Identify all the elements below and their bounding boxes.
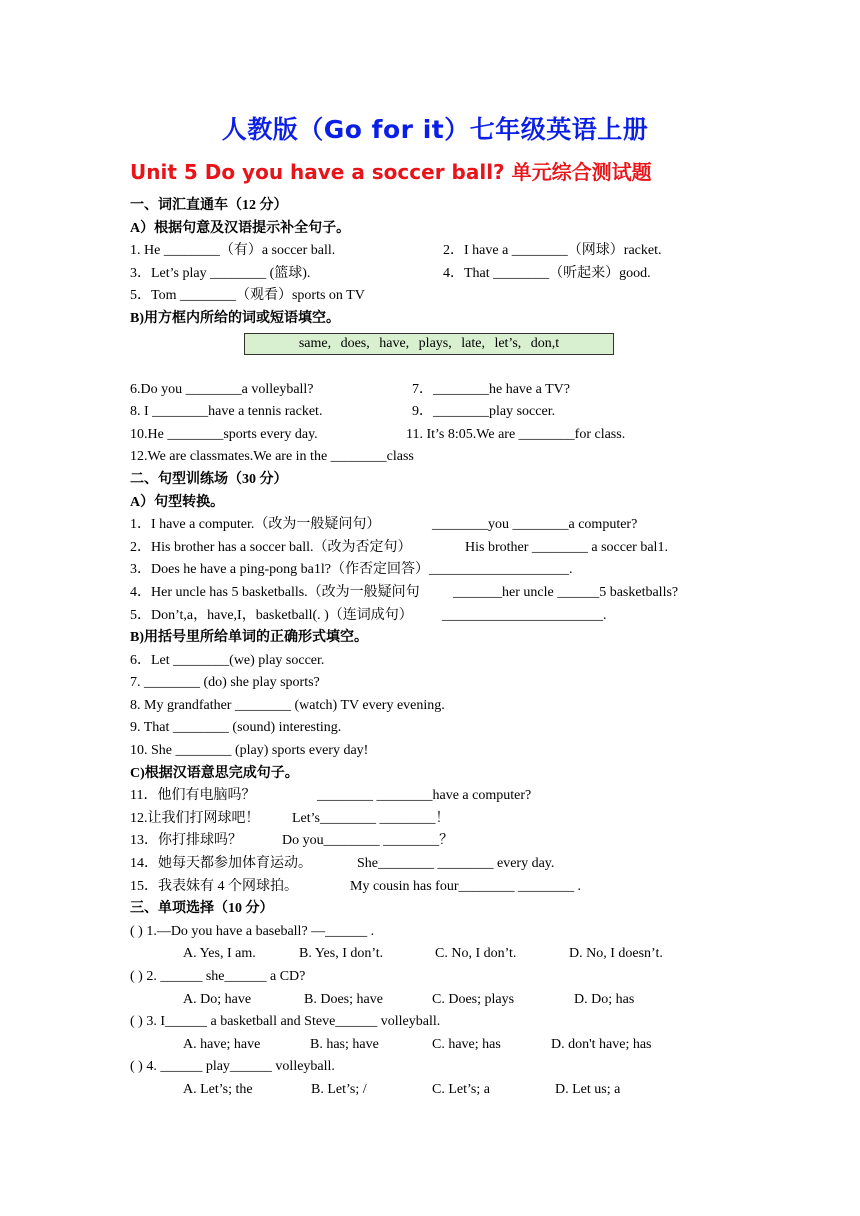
s2-q1-answer: ________you ________a computer? [432,517,638,533]
s1-row-2 [130,263,740,286]
s1-q12: 12.We are classmates.We are in the ________class [130,449,414,465]
s1-q4: 4．That ________（听起来）good. [443,265,651,281]
section3-heading: 三、单项选择（10 分） [130,901,274,917]
s1-row-6 [130,379,740,402]
mc1-option-a: A. Yes, I am. [183,946,256,962]
section2-heading: 二、句型训练场（30 分） [130,471,288,487]
section1-heading: 一、词汇直通车（12 分） [130,198,288,213]
mc-question-4: ( ) 4. ______ play______ volleyball. [130,1059,335,1075]
s2-row-13 [130,830,740,853]
word-box: same, does, have, plays, late, let’s, don,t [244,333,614,355]
mc-options-2 [130,989,740,1012]
page-title: 人教版（Go for it）七年级英语上册 [221,115,649,144]
s2-q2-answer: His brother ________ a soccer bal1. [465,539,668,555]
s2-q4: 4．Her uncle has 5 basketballs.（改为一般疑问句 [130,584,420,600]
section1-a-heading: A）根据句意及汉语提示补全句子。 [130,220,351,236]
s2-row-5 [130,605,740,628]
mc4-option-a: A. Let’s; the [183,1081,253,1097]
mc-options-3 [130,1034,740,1057]
s2-row-2 [130,537,740,560]
mc2-option-a: A. Do; have [183,991,252,1007]
s1-q10: 10.He ________sports every day. [130,426,318,442]
mc4-option-c: C. Let’s; a [432,1081,490,1097]
mc-question-1: ( ) 1.—Do you have a baseball? —______ . [130,923,375,939]
s2-row-4 [130,582,740,605]
s2-q6: 6．Let ________(we) play soccer. [130,652,325,668]
s1-q3: 3．Let’s play ________ (篮球). [130,265,311,281]
section2-c-heading: C)根据汉语意思完成句子。 [130,765,299,781]
s2-q5: 5．Don’t,a，have,I，basketball(. )（连词成句） [130,607,413,623]
s2-q10: 10. She ________ (play) sports every day! [130,743,369,759]
s1-row-8 [130,401,740,424]
mc3-option-c: C. have; has [432,1036,501,1052]
section2-a-heading: A）句型转换。 [130,494,225,510]
s2-q12-answer: Let’s________ ________！ [292,810,450,826]
s2-row-14 [130,853,740,876]
mc-options-1 [130,943,740,966]
s1-row-1 [130,240,740,263]
mc3-option-d: D. don't have; has [551,1036,652,1052]
s1-q11: 11. It’s 8:05.We are ________for class. [406,426,626,442]
mc-options-4 [130,1079,740,1102]
s1-q9: 9．________play soccer. [412,404,556,420]
s1-q6: 6.Do you ________a volleyball? [130,381,314,397]
mc-question-3: ( ) 3. I______ a basketball and Steve______ volleyball. [130,1014,441,1030]
s2-row-11 [130,785,740,808]
page-subtitle: Unit 5 Do you have a soccer ball? 单元综合测试题 [130,160,652,184]
s2-q8: 8. My grandfather ________ (watch) TV every evening. [130,697,445,713]
s1-q5: 5．Tom ________（观看）sports on TV [130,288,365,304]
mc1-option-d: D. No, I doesn’t. [569,946,663,962]
s2-q11: 11．他们有电脑吗？ [130,788,256,804]
s1-row-10 [130,424,740,447]
mc1-option-b: B. Yes, I don’t. [299,946,384,962]
s1-q8: 8. I ________have a tennis racket. [130,404,323,420]
s2-q5-answer: _______________________. [442,607,607,623]
mc2-option-d: D. Do; has [574,991,635,1007]
mc3-option-a: A. have; have [183,1036,261,1052]
s2-row-12 [130,808,740,831]
section2-b-heading: B)用括号里所给单词的正确形式填空。 [130,630,368,646]
s1-q1: 1. He ________（有）a soccer ball. [130,243,336,259]
mc3-option-b: B. has; have [310,1036,379,1052]
s2-q9: 9. That ________ (sound) interesting. [130,720,342,736]
s2-q15-answer: My cousin has four________ ________ . [350,878,581,894]
s2-row-1 [130,514,740,537]
s2-row-15 [130,876,740,899]
s2-q14-answer: She________ ________ every day. [357,856,555,872]
mc1-option-c: C. No, I don’t. [435,946,517,962]
mc4-option-d: D. Let us; a [555,1081,621,1097]
mc2-option-c: C. Does; plays [432,991,515,1007]
s2-q1: 1．I have a computer.（改为一般疑问句） [130,517,381,533]
s2-q13: 13．你打排球吗？ [130,833,242,849]
s2-q4-answer: _______her uncle ______5 basketballs? [453,584,679,600]
word-box-area [130,331,740,365]
s2-q14: 14．她每天都参加体育运动。 [130,856,312,872]
s2-q11-answer: ________ ________have a computer? [317,788,532,804]
section1-b-heading: B)用方框内所给的词或短语填空。 [130,310,340,326]
s1-q2: 2．I have a ________（网球）racket. [443,243,662,259]
s2-q7: 7. ________ (do) she play sports? [130,675,320,691]
s2-q3: 3．Does he have a ping-pong ba1l?（作否定回答）____________________. [130,562,573,578]
s2-q2: 2．His brother has a soccer ball.（改为否定句） [130,539,412,555]
mc4-option-b: B. Let’s; / [311,1081,367,1097]
mc-question-2: ( ) 2. ______ she______ a CD? [130,969,306,984]
s2-q12: 12.让我们打网球吧！ [130,810,260,826]
s2-q13-answer: Do you________ ________？ [282,833,454,849]
mc2-option-b: B. Does; have [304,991,383,1007]
worksheet-page [130,110,740,1102]
s1-q7: 7．________he have a TV? [412,381,570,397]
s2-q15: 15．我表妹有 4 个网球拍。 [130,878,298,894]
